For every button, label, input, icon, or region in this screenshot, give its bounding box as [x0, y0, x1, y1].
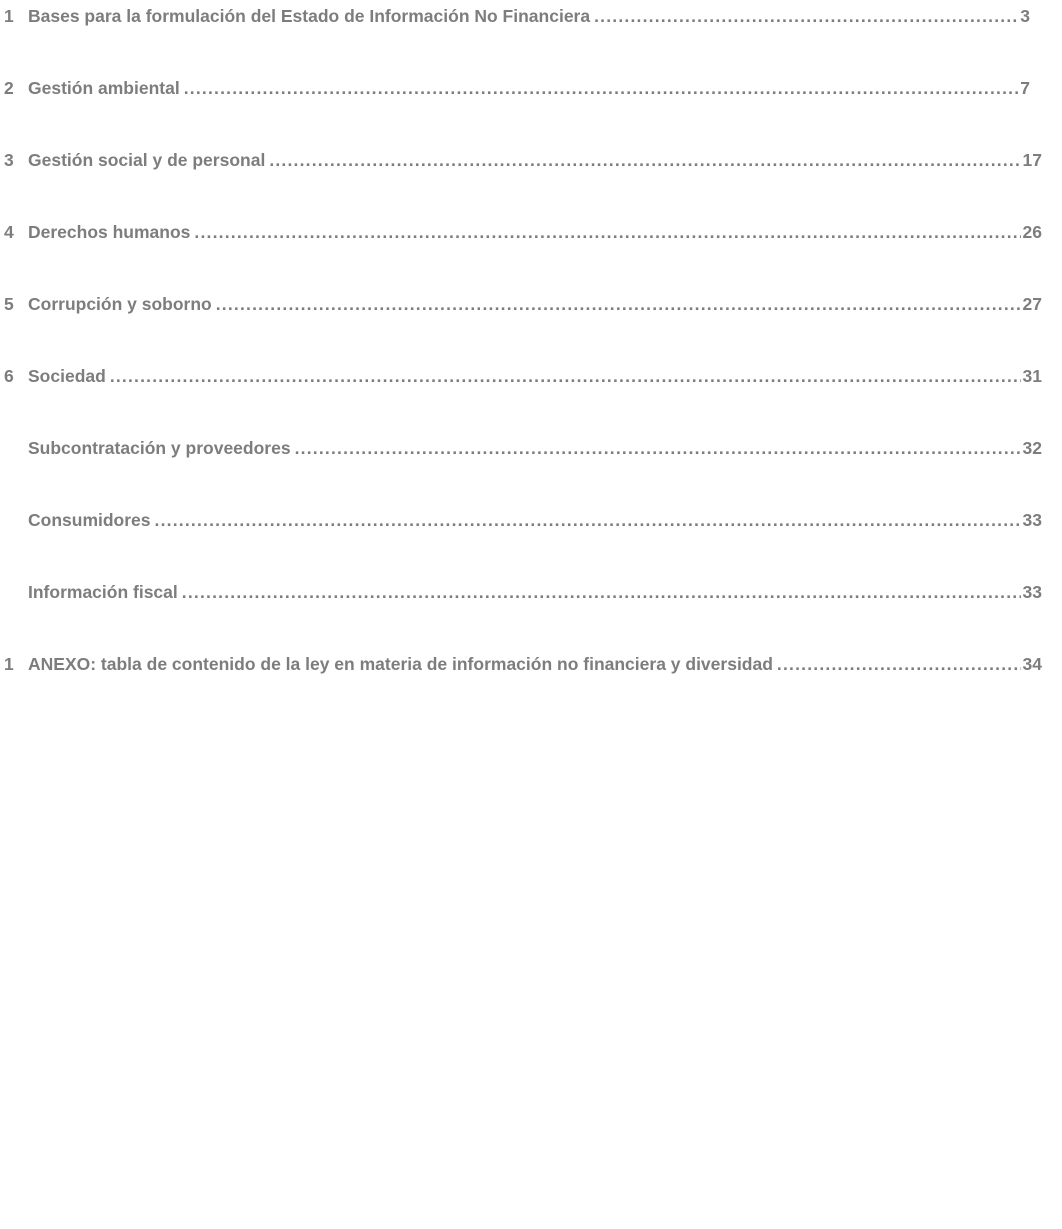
- toc-entry-page: 31: [1022, 366, 1042, 386]
- toc-entry-consumidores[interactable]: [0, 510, 1042, 534]
- toc-entry-number: 4: [4, 222, 14, 242]
- toc-entry-subcontratacion[interactable]: [0, 438, 1042, 462]
- dot-leader: [184, 78, 1019, 99]
- toc-entry-page: 27: [1022, 294, 1042, 314]
- toc-entry-number: 3: [4, 150, 14, 170]
- toc-entry-page: 7: [1020, 78, 1030, 98]
- toc-entry-number: 6: [4, 366, 14, 386]
- dot-leader: [216, 294, 1021, 315]
- toc-entry-number: 5: [4, 294, 14, 314]
- dot-leader: [110, 366, 1021, 387]
- toc-entry-page: 3: [1020, 6, 1030, 26]
- dot-leader: [155, 510, 1021, 531]
- toc-entry-title: Gestión social y de personal: [28, 150, 266, 170]
- toc-entry-gestion-ambiental[interactable]: [0, 78, 1030, 102]
- toc-entry-derechos-humanos[interactable]: [0, 222, 1042, 246]
- toc-entry-title: Subcontratación y proveedores: [28, 438, 291, 458]
- toc-entry-title: Derechos humanos: [28, 222, 191, 242]
- toc-entry-title: Información fiscal: [28, 582, 178, 602]
- toc-entry-gestion-social[interactable]: [0, 150, 1042, 174]
- toc-entry-page: 33: [1022, 510, 1042, 530]
- toc-entry-corrupcion[interactable]: [0, 294, 1042, 318]
- toc-entry-sociedad[interactable]: [0, 366, 1042, 390]
- toc-entry-title: Gestión ambiental: [28, 78, 180, 98]
- toc-entry-page: 34: [1022, 654, 1042, 674]
- toc-entry-bases[interactable]: [0, 6, 1030, 30]
- toc-entry-number: 1: [4, 6, 14, 26]
- toc-entry-title: Corrupción y soborno: [28, 294, 212, 314]
- toc-entry-number: 2: [4, 78, 14, 98]
- toc-entry-title: Sociedad: [28, 366, 106, 386]
- toc-entry-informacion-fiscal[interactable]: [0, 582, 1042, 606]
- dot-leader: [295, 438, 1021, 459]
- toc-entry-page: 26: [1022, 222, 1042, 242]
- dot-leader: [182, 582, 1021, 603]
- dot-leader: [269, 150, 1020, 171]
- toc-entry-page: 17: [1022, 150, 1042, 170]
- dot-leader: [194, 222, 1020, 243]
- toc-entry-page: 33: [1022, 582, 1042, 602]
- toc-entry-number: 1: [4, 654, 14, 674]
- toc-entry-title: Bases para la formulación del Estado de Información No Financiera: [28, 6, 591, 26]
- toc-entry-page: 32: [1022, 438, 1042, 458]
- toc-entry-title: ANEXO: tabla de contenido de la ley en materia de información no financiera y diversidad: [28, 654, 773, 674]
- dot-leader: [777, 654, 1021, 675]
- toc-entry-title: Consumidores: [28, 510, 151, 530]
- dot-leader: [594, 6, 1018, 27]
- toc-entry-anexo[interactable]: [0, 654, 1042, 678]
